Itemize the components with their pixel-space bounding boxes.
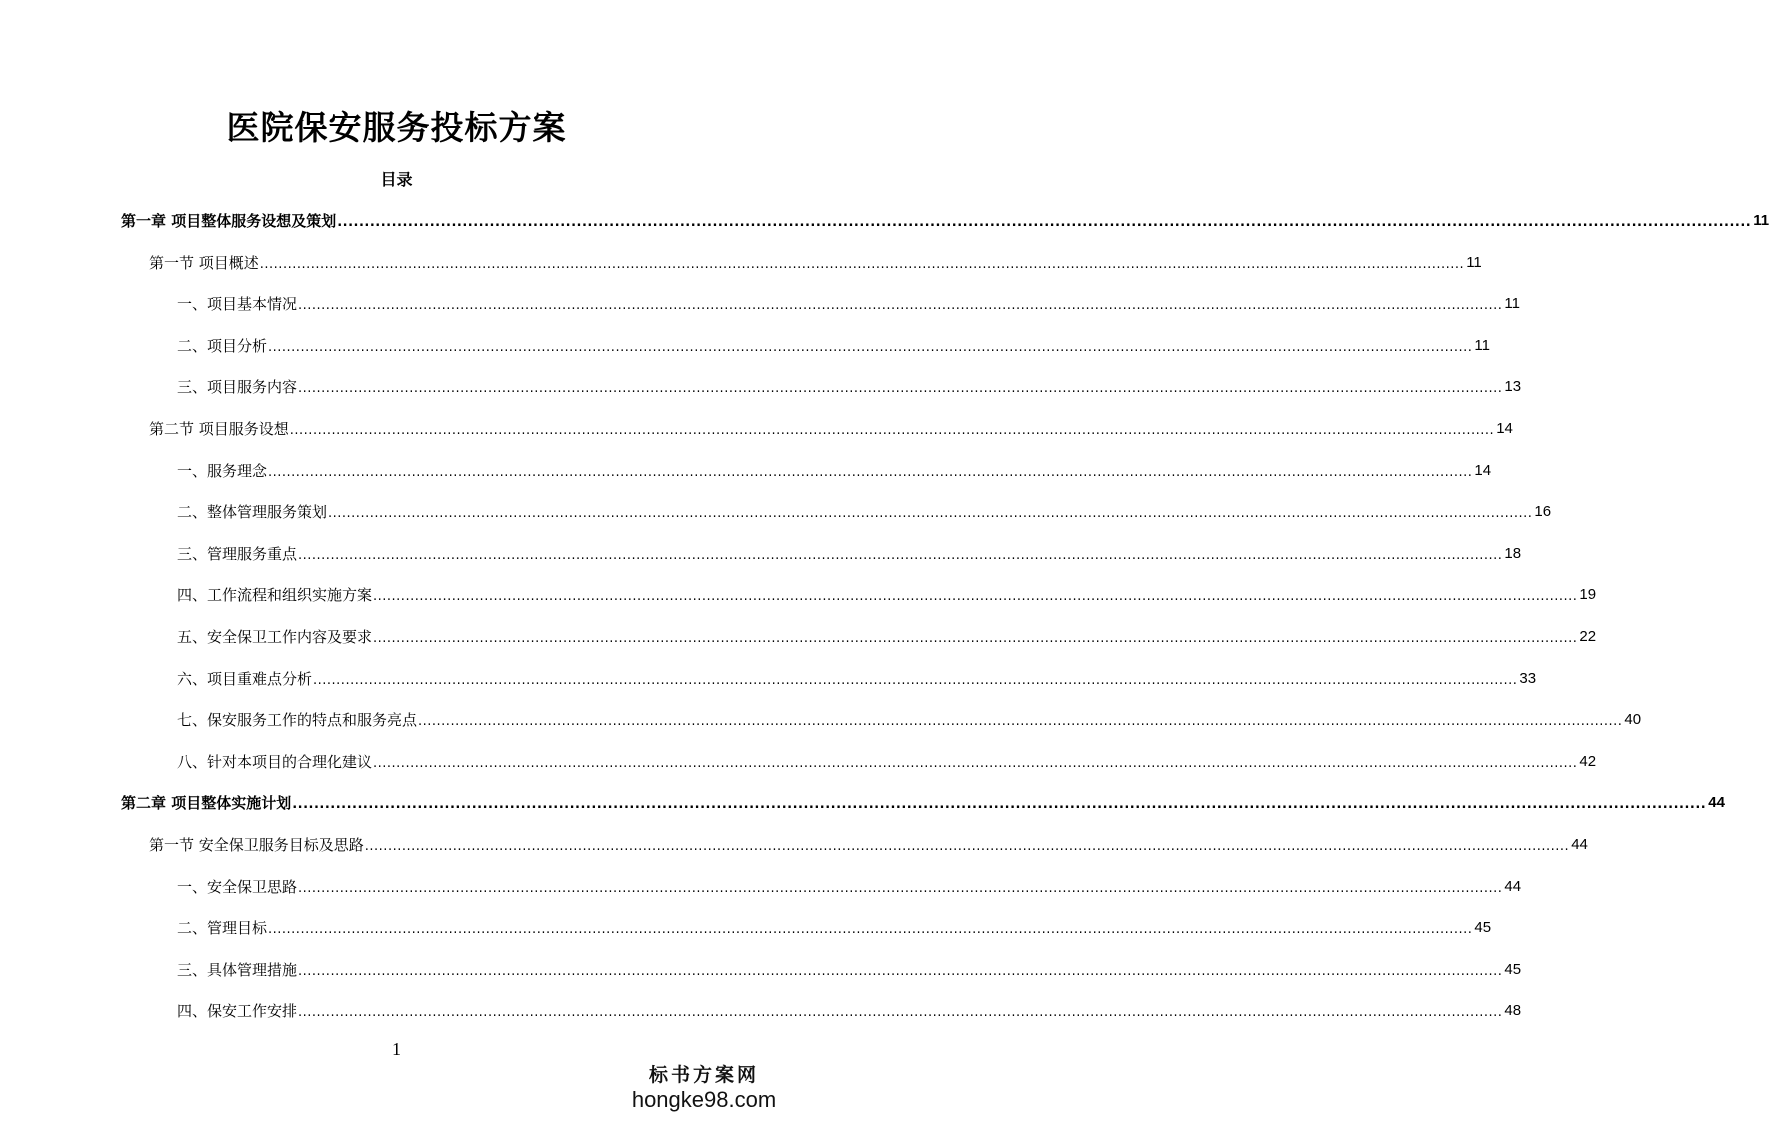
toc-entry-page: 13 <box>1504 378 1522 396</box>
toc-entry-label: 三、项目服务内容 <box>177 378 298 397</box>
toc-dot-leader: .................................................................................................................................................................................................................................................................... <box>289 423 1495 438</box>
toc-entry[interactable] <box>177 500 1552 524</box>
toc-dot-leader: .................................................................................................................................................................................................................................................................... <box>373 631 1578 646</box>
toc-dot-leader: .................................................................................................................................................................................................................................................................... <box>328 506 1533 522</box>
toc-dot-leader: .................................................................................................................................................................................................................................................................... <box>298 880 1503 896</box>
toc-dot-leader: .................................................................................................................................................................................................................................................................... <box>418 714 1623 730</box>
toc-dot-leader: .................................................................................................................................................................................................................................................................... <box>373 755 1578 771</box>
toc-entry-page: 11 <box>1504 295 1520 313</box>
toc-entry-page: 48 <box>1504 1002 1522 1020</box>
toc-entry-label: 四、保安工作安排 <box>177 1002 298 1021</box>
toc-entry-label: 一、服务理念 <box>177 461 268 480</box>
toc-dot-leader: .................................................................................................................................................................................................................................................................... <box>268 922 1473 938</box>
document-title: 医院保安服务投标方案 <box>226 108 567 147</box>
toc-entry-label: 第一节 安全保卫服务目标及思路 <box>149 836 364 854</box>
watermark <box>629 1066 779 1111</box>
toc-entry-page: 11 <box>1474 336 1490 354</box>
toc-entry-label: 七、保安服务工作的特点和服务亮点 <box>177 711 418 730</box>
toc-entry-page: 16 <box>1534 503 1552 521</box>
toc-entry-page: 22 <box>1579 628 1597 645</box>
toc-entry-label: 八、针对本项目的合理化建议 <box>177 752 373 771</box>
toc-entry[interactable] <box>121 209 1769 233</box>
toc-dot-leader: .................................................................................................................................................................................................................................................................... <box>373 589 1578 605</box>
toc-entry[interactable] <box>177 667 1537 691</box>
toc-entry-label: 一、安全保卫思路 <box>177 877 298 896</box>
toc-entry-page: 18 <box>1504 544 1522 562</box>
toc-entry[interactable] <box>177 625 1597 649</box>
toc-entry[interactable] <box>149 833 1588 857</box>
toc-dot-leader: .................................................................................................................................................................................................................................................................... <box>298 298 1503 314</box>
toc-entry-page: 11 <box>1753 212 1769 229</box>
toc-entry[interactable] <box>177 999 1522 1023</box>
toc-entry-page: 42 <box>1579 752 1597 770</box>
toc-entry[interactable] <box>177 875 1522 899</box>
page-number: 1 <box>392 1039 401 1059</box>
toc-entry[interactable] <box>121 791 1725 815</box>
toc-entry[interactable] <box>177 459 1492 483</box>
toc-entry-page: 11 <box>1466 253 1482 271</box>
toc-entry-label: 二、整体管理服务策划 <box>177 503 328 522</box>
watermark-url: hongke98.com <box>631 1087 777 1112</box>
toc-dot-leader: .................................................................................................................................................................................................................................................................... <box>298 381 1503 397</box>
toc-entry-page: 40 <box>1624 711 1642 729</box>
toc-dot-leader: .................................................................................................................................................................................................................................................................... <box>298 547 1503 563</box>
toc-entry-label: 第一节 项目概述 <box>149 253 259 272</box>
toc-entry-label: 第一章 项目整体服务设想及策划 <box>121 212 337 230</box>
toc-dot-leader: .................................................................................................................................................................................................................................................................... <box>364 839 1570 854</box>
toc-entry-page: 45 <box>1504 960 1522 978</box>
toc-dot-leader: .................................................................................................................................................................................................................................................................... <box>298 1005 1503 1021</box>
toc-entry-page: 14 <box>1496 420 1513 437</box>
toc-entry-label: 三、具体管理措施 <box>177 960 298 979</box>
toc-entry-label: 二、项目分析 <box>177 336 268 355</box>
toc-entry-page: 44 <box>1504 877 1522 895</box>
toc-entry[interactable] <box>177 958 1522 982</box>
toc-dot-leader: .................................................................................................................................................................................................................................................................... <box>259 256 1465 272</box>
toc-entry-label: 五、安全保卫工作内容及要求 <box>177 628 373 646</box>
toc-entry-page: 19 <box>1579 586 1597 604</box>
toc-entry[interactable] <box>177 375 1522 399</box>
toc-entry-page: 14 <box>1474 461 1492 479</box>
toc-entry[interactable] <box>177 334 1490 358</box>
toc-entry[interactable] <box>149 417 1513 441</box>
toc-dot-leader: .................................................................................................................................................................................................................................................................... <box>268 339 1473 355</box>
toc-entry-page: 44 <box>1571 836 1588 853</box>
toc-entry-label: 三、管理服务重点 <box>177 544 298 563</box>
toc-dot-leader: .................................................................................................................................................................................................................................................................... <box>337 215 1752 230</box>
toc-entry-label: 第二章 项目整体实施计划 <box>121 794 292 813</box>
toc-entry[interactable] <box>177 916 1492 940</box>
toc-heading: 目录 <box>380 170 413 189</box>
toc-dot-leader: .................................................................................................................................................................................................................................................................... <box>268 464 1473 480</box>
toc-entry[interactable] <box>177 750 1597 774</box>
toc-entry[interactable] <box>177 292 1520 316</box>
toc-dot-leader: .................................................................................................................................................................................................................................................................... <box>292 797 1707 813</box>
watermark-brand: 标书方案网 <box>648 1064 759 1086</box>
toc-entry-label: 二、管理目标 <box>177 919 268 938</box>
toc-entry-page: 44 <box>1708 794 1725 812</box>
toc-dot-leader: .................................................................................................................................................................................................................................................................... <box>313 672 1518 688</box>
toc-entry-page: 45 <box>1474 919 1492 937</box>
toc-entry[interactable] <box>149 251 1482 275</box>
toc-entry-page: 33 <box>1519 669 1537 687</box>
toc-entry-label: 四、工作流程和组织实施方案 <box>177 586 373 605</box>
toc-entry[interactable] <box>177 583 1597 607</box>
toc-entry-label: 第二节 项目服务设想 <box>149 420 289 438</box>
toc-entry[interactable] <box>177 542 1522 566</box>
toc-entry-label: 一、项目基本情况 <box>177 295 298 314</box>
toc-entry[interactable] <box>177 708 1642 732</box>
toc-entry-label: 六、项目重难点分析 <box>177 669 313 688</box>
toc-dot-leader: .................................................................................................................................................................................................................................................................... <box>298 963 1503 979</box>
